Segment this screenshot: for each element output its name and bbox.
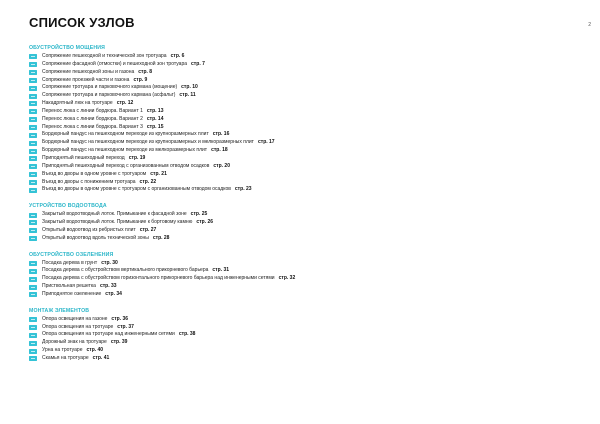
item-label: Закрытый водоотводный лоток. Примыкание к бортовому камню [42, 219, 193, 226]
page-reference[interactable]: стр. 10 [181, 84, 198, 91]
item-label: Сопряжение фасадной (отмостки) и пешеходной зон тротуара [42, 60, 188, 67]
list-item[interactable] [29, 211, 579, 219]
list-item[interactable] [29, 186, 579, 194]
item-label: Дорожный знак на тротуаре [42, 339, 107, 346]
node-marker-icon [29, 317, 37, 322]
item-label: Въезд во дворы в одном уровне с тротуаром с организованным отводом осадков [42, 186, 231, 193]
item-label: Опора освещения на тротуаре над инженерными сетями [42, 331, 175, 338]
item-label: Посадка дерева с обустройством вертикального прикорневого барьера [42, 267, 209, 274]
list-item[interactable] [29, 139, 579, 147]
item-label: Въезд во дворы в одном уровне с тротуаром [42, 170, 147, 177]
item-label: Бордюрный пандус на пешеходном переходе из крупноразмерных плит [42, 131, 209, 138]
item-label: Закрытый водоотводный лоток. Примыкание к фасадной зоне [42, 211, 187, 218]
list-item[interactable] [29, 108, 579, 116]
list-item[interactable] [29, 84, 579, 92]
section-title: ОБУСТРОЙСТВО ОЗЕЛЕНЕНИЯ [29, 251, 114, 258]
item-label: Урна на тротуаре [42, 347, 83, 354]
item-label: Бордюрный пандус на пешеходном переходе из крупноразмерных и мелкоразмерных плит [42, 139, 254, 146]
list-item[interactable] [29, 316, 579, 324]
item-label: Посадка дерева в грунт [42, 259, 98, 266]
page-reference[interactable]: стр. 41 [92, 355, 110, 361]
page-number: 2 [588, 22, 591, 28]
node-marker-icon [29, 333, 37, 338]
node-marker-icon [29, 292, 37, 297]
node-marker-icon [29, 261, 37, 266]
list-item[interactable] [29, 291, 579, 299]
page-reference[interactable]: стр. 33 [99, 283, 117, 290]
node-list [29, 44, 579, 363]
list-item[interactable] [29, 155, 579, 163]
node-marker-icon [29, 188, 37, 193]
page-reference[interactable]: стр. 11 [179, 92, 196, 99]
item-label: Опора освещения на тротуаре [42, 323, 114, 330]
page-reference[interactable]: стр. 23 [234, 186, 252, 193]
list-item[interactable] [29, 227, 579, 235]
section-2 [29, 251, 579, 299]
list-item[interactable] [29, 171, 579, 179]
list-item[interactable] [29, 61, 579, 69]
page-reference[interactable]: стр. 20 [213, 162, 230, 169]
page-reference[interactable]: стр. 6 [170, 53, 185, 59]
page-reference[interactable]: стр. 21 [150, 170, 167, 177]
page-reference[interactable]: стр. 32 [278, 275, 296, 282]
node-marker-icon [29, 220, 37, 225]
node-marker-icon [29, 141, 37, 146]
node-marker-icon [29, 172, 37, 177]
list-item[interactable] [29, 116, 579, 124]
node-marker-icon [29, 133, 37, 138]
list-item[interactable] [29, 100, 579, 108]
item-label: Сопряжение проезжей части и газона [42, 76, 130, 83]
item-label: Перенос люка с линии бордюра. Вариант 2 [42, 115, 143, 122]
node-marker-icon [29, 125, 37, 130]
node-marker-icon [29, 54, 37, 59]
node-marker-icon [29, 349, 37, 354]
node-marker-icon [29, 325, 37, 330]
node-marker-icon [29, 277, 37, 282]
list-item[interactable] [29, 219, 579, 227]
item-label: Накадрятный люк на тротуаре [42, 100, 113, 107]
item-label: Въезд во дворы с понижением тротуара [42, 178, 136, 185]
page-reference[interactable]: стр. 25 [190, 211, 208, 218]
item-label: Сопряжение тротуара и парковочного кармана (мощение) [42, 84, 178, 91]
section-0 [29, 44, 579, 194]
page-reference[interactable]: стр. 12 [116, 100, 134, 107]
node-marker-icon [29, 78, 37, 83]
item-label: Открытый водоотвод из ребристых плит [42, 226, 136, 233]
node-marker-icon [29, 62, 37, 67]
item-label: Опора освещения на газоне [42, 315, 108, 322]
node-marker-icon [29, 341, 37, 346]
node-marker-icon [29, 269, 37, 274]
item-label: Открытый водоотвод вдоль технической зоны [42, 234, 149, 241]
page-reference[interactable]: стр. 16 [212, 131, 230, 138]
list-item[interactable] [29, 347, 579, 355]
list-item[interactable] [29, 92, 579, 100]
section-title: МОНТАЖ ЭЛЕМЕНТОВ [29, 307, 90, 314]
page-reference[interactable]: стр. 31 [212, 267, 230, 274]
list-item[interactable] [29, 331, 579, 339]
item-label: Перенос люка с линии бордюра. Вариант 1 [42, 107, 143, 114]
node-marker-icon [29, 164, 37, 169]
item-label: Бордюрный пандус на пешеходном переходе из мелкоразмерных плит [42, 147, 208, 154]
list-item[interactable] [29, 179, 579, 187]
page-title: СПИСОК УЗЛОВ [29, 15, 135, 30]
page-reference[interactable]: стр. 13 [146, 107, 164, 114]
node-marker-icon [29, 101, 37, 106]
list-item[interactable] [29, 69, 579, 77]
page-reference[interactable]: стр. 36 [111, 315, 129, 322]
section-3 [29, 307, 579, 363]
item-label: Приподнятое озеленение [42, 290, 102, 297]
list-item[interactable] [29, 339, 579, 347]
list-item[interactable] [29, 324, 579, 332]
node-marker-icon [29, 94, 37, 99]
list-item[interactable] [29, 147, 579, 155]
item-label: Приствольная решетка [42, 283, 96, 290]
page-reference[interactable]: стр. 27 [139, 226, 157, 233]
page-reference[interactable]: стр. 39 [110, 339, 128, 346]
node-marker-icon [29, 356, 37, 361]
page-reference[interactable]: стр. 7 [191, 60, 205, 67]
page-reference[interactable]: стр. 34 [105, 290, 122, 297]
page-reference[interactable]: стр. 26 [196, 219, 214, 226]
item-label: Приподнятый пешеходный переход с организованным отводом осадков [42, 162, 210, 169]
node-marker-icon [29, 86, 37, 91]
node-marker-icon [29, 117, 37, 122]
node-marker-icon [29, 70, 37, 75]
page-reference[interactable]: стр. 37 [117, 323, 134, 330]
node-marker-icon [29, 285, 37, 290]
item-label: Скамья на тротуаре [42, 355, 89, 361]
section-title: УСТРОЙСТВО ВОДООТВОДА [29, 203, 107, 210]
page-reference[interactable]: стр. 38 [178, 331, 196, 338]
item-label: Сопряжение пешеходной и технической зон тротуара [42, 53, 167, 59]
page-reference[interactable]: стр. 28 [152, 234, 170, 241]
page-reference[interactable]: стр. 8 [138, 68, 153, 75]
page-reference[interactable]: стр. 15 [146, 123, 164, 130]
node-marker-icon [29, 156, 37, 161]
page-reference[interactable]: стр. 19 [128, 154, 146, 161]
list-item[interactable] [29, 77, 579, 85]
item-label: Сопряжение пешеходной зоны и газона [42, 68, 135, 75]
page-reference[interactable]: стр. 40 [86, 347, 104, 354]
item-label: Сопряжение тротуара и парковочного кармана (асфальт) [42, 92, 176, 99]
node-marker-icon [29, 109, 37, 114]
node-marker-icon [29, 228, 37, 233]
node-marker-icon [29, 213, 37, 218]
list-item[interactable] [29, 275, 579, 283]
list-item[interactable] [29, 355, 579, 363]
section-title: ОБУСТРОЙСТВО МОЩЕНИЯ [29, 45, 105, 51]
node-marker-icon [29, 149, 37, 154]
item-label: Посадка дерева с обустройством горизонтального прикорневого барьера над инженерными сетями [42, 275, 275, 282]
section-1 [29, 202, 579, 242]
item-label: Перенос люка с линии бордюра. Вариант 3 [42, 123, 143, 130]
list-item[interactable] [29, 235, 579, 243]
item-label: Приподнятый пешеходный переход [42, 154, 125, 161]
page-reference[interactable]: стр. 17 [257, 139, 275, 146]
list-item[interactable] [29, 283, 579, 291]
node-marker-icon [29, 180, 37, 185]
node-marker-icon [29, 236, 37, 241]
page-reference[interactable]: стр. 14 [146, 115, 164, 122]
list-item[interactable] [29, 163, 579, 171]
page-reference[interactable]: стр. 30 [101, 259, 118, 266]
page-reference[interactable]: стр. 22 [139, 178, 157, 185]
list-item[interactable] [29, 53, 579, 61]
page-reference[interactable]: стр. 18 [211, 147, 228, 154]
page-reference[interactable]: стр. 9 [133, 76, 148, 83]
